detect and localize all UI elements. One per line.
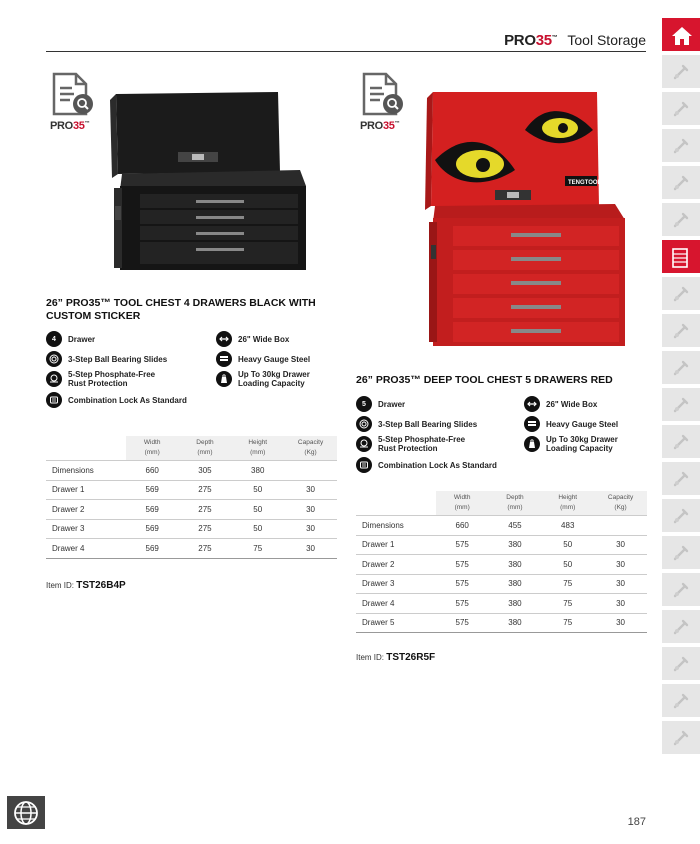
knife-icon xyxy=(671,506,691,526)
feature-item xyxy=(46,370,155,388)
column-header: Width (mm) xyxy=(436,491,489,516)
wrench-icon xyxy=(671,284,691,304)
category-tab-bar xyxy=(662,18,700,758)
table-cell: 50 xyxy=(541,555,594,575)
page-number: 187 xyxy=(627,816,646,828)
product-title-right: 26” PRO35™ DEEP TOOL CHEST 5 DRAWERS RED xyxy=(356,374,613,386)
pro35-logo: PRO35™ xyxy=(360,120,400,132)
feature-item xyxy=(46,331,95,347)
document-search-icon[interactable] xyxy=(360,72,410,134)
table-cell: 30 xyxy=(284,480,337,500)
weight-icon xyxy=(216,371,232,387)
svg-text:TENGTOOLS: TENGTOOLS xyxy=(568,180,606,186)
page-header xyxy=(46,28,646,52)
table-cell: Drawer 2 xyxy=(46,500,126,520)
item-id-left: Item ID: TST26B4P xyxy=(46,580,126,591)
rust-icon xyxy=(46,371,62,387)
column-header: Capacity (Kg) xyxy=(594,491,647,516)
item-id-right: Item ID: TST26R5F xyxy=(356,652,436,663)
sidebar-tab[interactable] xyxy=(662,610,700,643)
document-search-icon[interactable] xyxy=(50,72,100,134)
column-header: Capacity (Kg) xyxy=(284,436,337,461)
home-icon xyxy=(671,25,691,45)
pry-bar-icon xyxy=(671,580,691,600)
sidebar-tab[interactable] xyxy=(662,129,700,162)
table-cell: Drawer 1 xyxy=(356,535,436,555)
steel-icon xyxy=(216,351,232,367)
sidebar-tab[interactable] xyxy=(662,573,700,606)
table-cell: Dimensions xyxy=(46,461,126,481)
feature-label: 3-Step Ball Bearing Slides xyxy=(378,419,478,429)
table-cell: 569 xyxy=(126,480,179,500)
column-header: Height (mm) xyxy=(231,436,284,461)
column-header xyxy=(356,491,436,516)
steel-icon xyxy=(524,416,540,432)
lock-icon xyxy=(46,392,62,408)
table-cell: 575 xyxy=(436,555,489,575)
drawer-count-badge: 4 xyxy=(46,331,62,347)
table-cell: Drawer 1 xyxy=(46,480,126,500)
table-cell: 660 xyxy=(436,516,489,536)
feature-item xyxy=(216,370,310,388)
spec-table-left xyxy=(46,436,337,559)
feature-label: Up To 30kg Drawer Loading Capacity xyxy=(238,370,310,388)
globe-button[interactable] xyxy=(7,796,45,829)
cog-icon xyxy=(671,691,691,711)
sidebar-tab[interactable] xyxy=(662,314,700,347)
table-cell: 380 xyxy=(489,594,542,614)
column-header xyxy=(46,436,126,461)
table-row xyxy=(46,519,337,539)
table-cell: Drawer 2 xyxy=(356,555,436,575)
table-cell: 75 xyxy=(541,574,594,594)
table-cell: 380 xyxy=(231,461,284,481)
table-cell xyxy=(284,461,337,481)
table-cell: 75 xyxy=(541,613,594,633)
table-row xyxy=(356,594,647,614)
sidebar-tab[interactable] xyxy=(662,277,700,310)
table-cell: 305 xyxy=(179,461,232,481)
black-tool-chest-image xyxy=(110,90,310,280)
feature-item xyxy=(524,435,618,453)
pro35-logo: PRO35™ xyxy=(50,120,90,132)
feature-label: 26" Wide Box xyxy=(238,334,290,344)
table-cell: 30 xyxy=(284,500,337,520)
table-cell: 30 xyxy=(594,574,647,594)
feature-item xyxy=(356,435,465,453)
feature-label: Drawer xyxy=(68,334,96,344)
feature-label: Heavy Gauge Steel xyxy=(546,419,619,429)
sidebar-tab[interactable] xyxy=(662,166,700,199)
feature-label: 3-Step Ball Bearing Slides xyxy=(68,354,168,364)
sidebar-tab[interactable] xyxy=(662,462,700,495)
table-cell: 50 xyxy=(541,535,594,555)
feature-item xyxy=(46,351,167,367)
feature-item xyxy=(216,331,289,347)
red-tool-chest-image xyxy=(425,90,630,355)
hammer-icon xyxy=(671,432,691,452)
table-cell: Drawer 3 xyxy=(356,574,436,594)
table-cell: 50 xyxy=(231,519,284,539)
table-cell: 275 xyxy=(179,480,232,500)
feature-label: 5-Step Phosphate-Free Rust Protection xyxy=(378,435,466,453)
table-cell xyxy=(594,516,647,536)
pliers-icon xyxy=(671,321,691,341)
table-cell: 275 xyxy=(179,519,232,539)
globe-icon xyxy=(13,800,39,826)
table-cell: 575 xyxy=(436,613,489,633)
table-row xyxy=(46,500,337,520)
weight-icon xyxy=(524,436,540,452)
table-cell: Drawer 4 xyxy=(46,539,126,559)
table-cell: 569 xyxy=(126,519,179,539)
drawer-count-badge: 5 xyxy=(356,396,372,412)
column-header: Width (mm) xyxy=(126,436,179,461)
table-row xyxy=(356,555,647,575)
table-cell: 569 xyxy=(126,500,179,520)
file-icon xyxy=(671,469,691,489)
feature-item xyxy=(216,351,310,367)
feature-label: 5-Step Phosphate-Free Rust Protection xyxy=(68,370,156,388)
sidebar-tab[interactable] xyxy=(662,721,700,754)
feature-item xyxy=(356,457,497,473)
spec-table-right xyxy=(356,491,647,633)
product-title-left: 26” PRO35™ TOOL CHEST 4 DRAWERS BLACK WITH CUSTOM STICKER xyxy=(46,297,316,322)
table-cell: 50 xyxy=(231,500,284,520)
bearing-icon xyxy=(356,416,372,432)
table-cell: 660 xyxy=(126,461,179,481)
table-cell: 575 xyxy=(436,535,489,555)
rack-icon xyxy=(671,173,691,193)
table-cell: 380 xyxy=(489,613,542,633)
feature-item xyxy=(46,392,187,408)
sidebar-tab[interactable] xyxy=(662,240,700,273)
table-cell: 30 xyxy=(284,519,337,539)
section-title: Tool Storage xyxy=(567,32,646,48)
feature-label: Combination Lock As Standard xyxy=(378,460,497,470)
feature-item xyxy=(524,416,618,432)
table-cell: 569 xyxy=(126,539,179,559)
gear-puller-icon xyxy=(671,654,691,674)
sidebar-tab[interactable] xyxy=(662,203,700,236)
feature-label: 26" Wide Box xyxy=(546,399,598,409)
table-cell: 75 xyxy=(541,594,594,614)
bearing-icon xyxy=(46,351,62,367)
brand-logo: PRO35™ xyxy=(504,32,558,49)
column-header: Depth (mm) xyxy=(489,491,542,516)
tools-rack-icon xyxy=(671,210,691,230)
sidebar-tab[interactable] xyxy=(662,536,700,569)
table-row xyxy=(46,480,337,500)
column-header: Depth (mm) xyxy=(179,436,232,461)
table-row xyxy=(356,535,647,555)
tool-chest-icon xyxy=(671,247,691,267)
sidebar-tab[interactable] xyxy=(662,425,700,458)
table-cell: 275 xyxy=(179,539,232,559)
feature-item xyxy=(356,396,405,412)
feature-label: Up To 30kg Drawer Loading Capacity xyxy=(546,435,618,453)
sidebar-tab[interactable] xyxy=(662,55,700,88)
trolley-icon xyxy=(671,136,691,156)
sidebar-tab[interactable] xyxy=(662,684,700,717)
table-row xyxy=(356,613,647,633)
tape-icon xyxy=(671,617,691,637)
table-cell: 30 xyxy=(594,613,647,633)
table-cell: 483 xyxy=(541,516,594,536)
feature-label: Heavy Gauge Steel xyxy=(238,354,311,364)
table-row xyxy=(356,574,647,594)
table-cell: 75 xyxy=(231,539,284,559)
width-arrow-icon xyxy=(524,396,540,412)
sidebar-tab[interactable] xyxy=(662,388,700,421)
table-cell: 575 xyxy=(436,594,489,614)
table-cell: 30 xyxy=(594,594,647,614)
table-cell: 575 xyxy=(436,574,489,594)
table-cell: Drawer 4 xyxy=(356,594,436,614)
table-cell: 380 xyxy=(489,574,542,594)
feature-label: Drawer xyxy=(378,399,406,409)
table-cell: 380 xyxy=(489,555,542,575)
width-arrow-icon xyxy=(216,331,232,347)
table-cell: 50 xyxy=(231,480,284,500)
table-cell: 30 xyxy=(594,555,647,575)
sidebar-tab[interactable] xyxy=(662,499,700,532)
feature-label: Combination Lock As Standard xyxy=(68,395,187,405)
header-title xyxy=(504,32,646,49)
sidebar-tab[interactable] xyxy=(662,647,700,680)
feature-item xyxy=(356,416,477,432)
lock-icon xyxy=(356,457,372,473)
table-row xyxy=(356,516,647,536)
table-cell: Drawer 5 xyxy=(356,613,436,633)
chisel-icon xyxy=(671,395,691,415)
feature-item xyxy=(524,396,597,412)
table-cell: 380 xyxy=(489,535,542,555)
hand-tool-icon xyxy=(671,728,691,748)
screwdriver-icon xyxy=(671,358,691,378)
table-cell: 30 xyxy=(594,535,647,555)
table-row xyxy=(46,461,337,481)
table-cell: 455 xyxy=(489,516,542,536)
table-cell: 275 xyxy=(179,500,232,520)
snips-icon xyxy=(671,543,691,563)
socket-icon xyxy=(671,62,691,82)
table-row xyxy=(46,539,337,559)
table-cell: Dimensions xyxy=(356,516,436,536)
rust-icon xyxy=(356,436,372,452)
table-cell: Drawer 3 xyxy=(46,519,126,539)
column-header: Height (mm) xyxy=(541,491,594,516)
table-cell: 30 xyxy=(284,539,337,559)
sidebar-tab[interactable] xyxy=(662,351,700,384)
tool-set-icon xyxy=(671,99,691,119)
sidebar-tab[interactable] xyxy=(662,18,700,51)
sidebar-tab[interactable] xyxy=(662,92,700,125)
